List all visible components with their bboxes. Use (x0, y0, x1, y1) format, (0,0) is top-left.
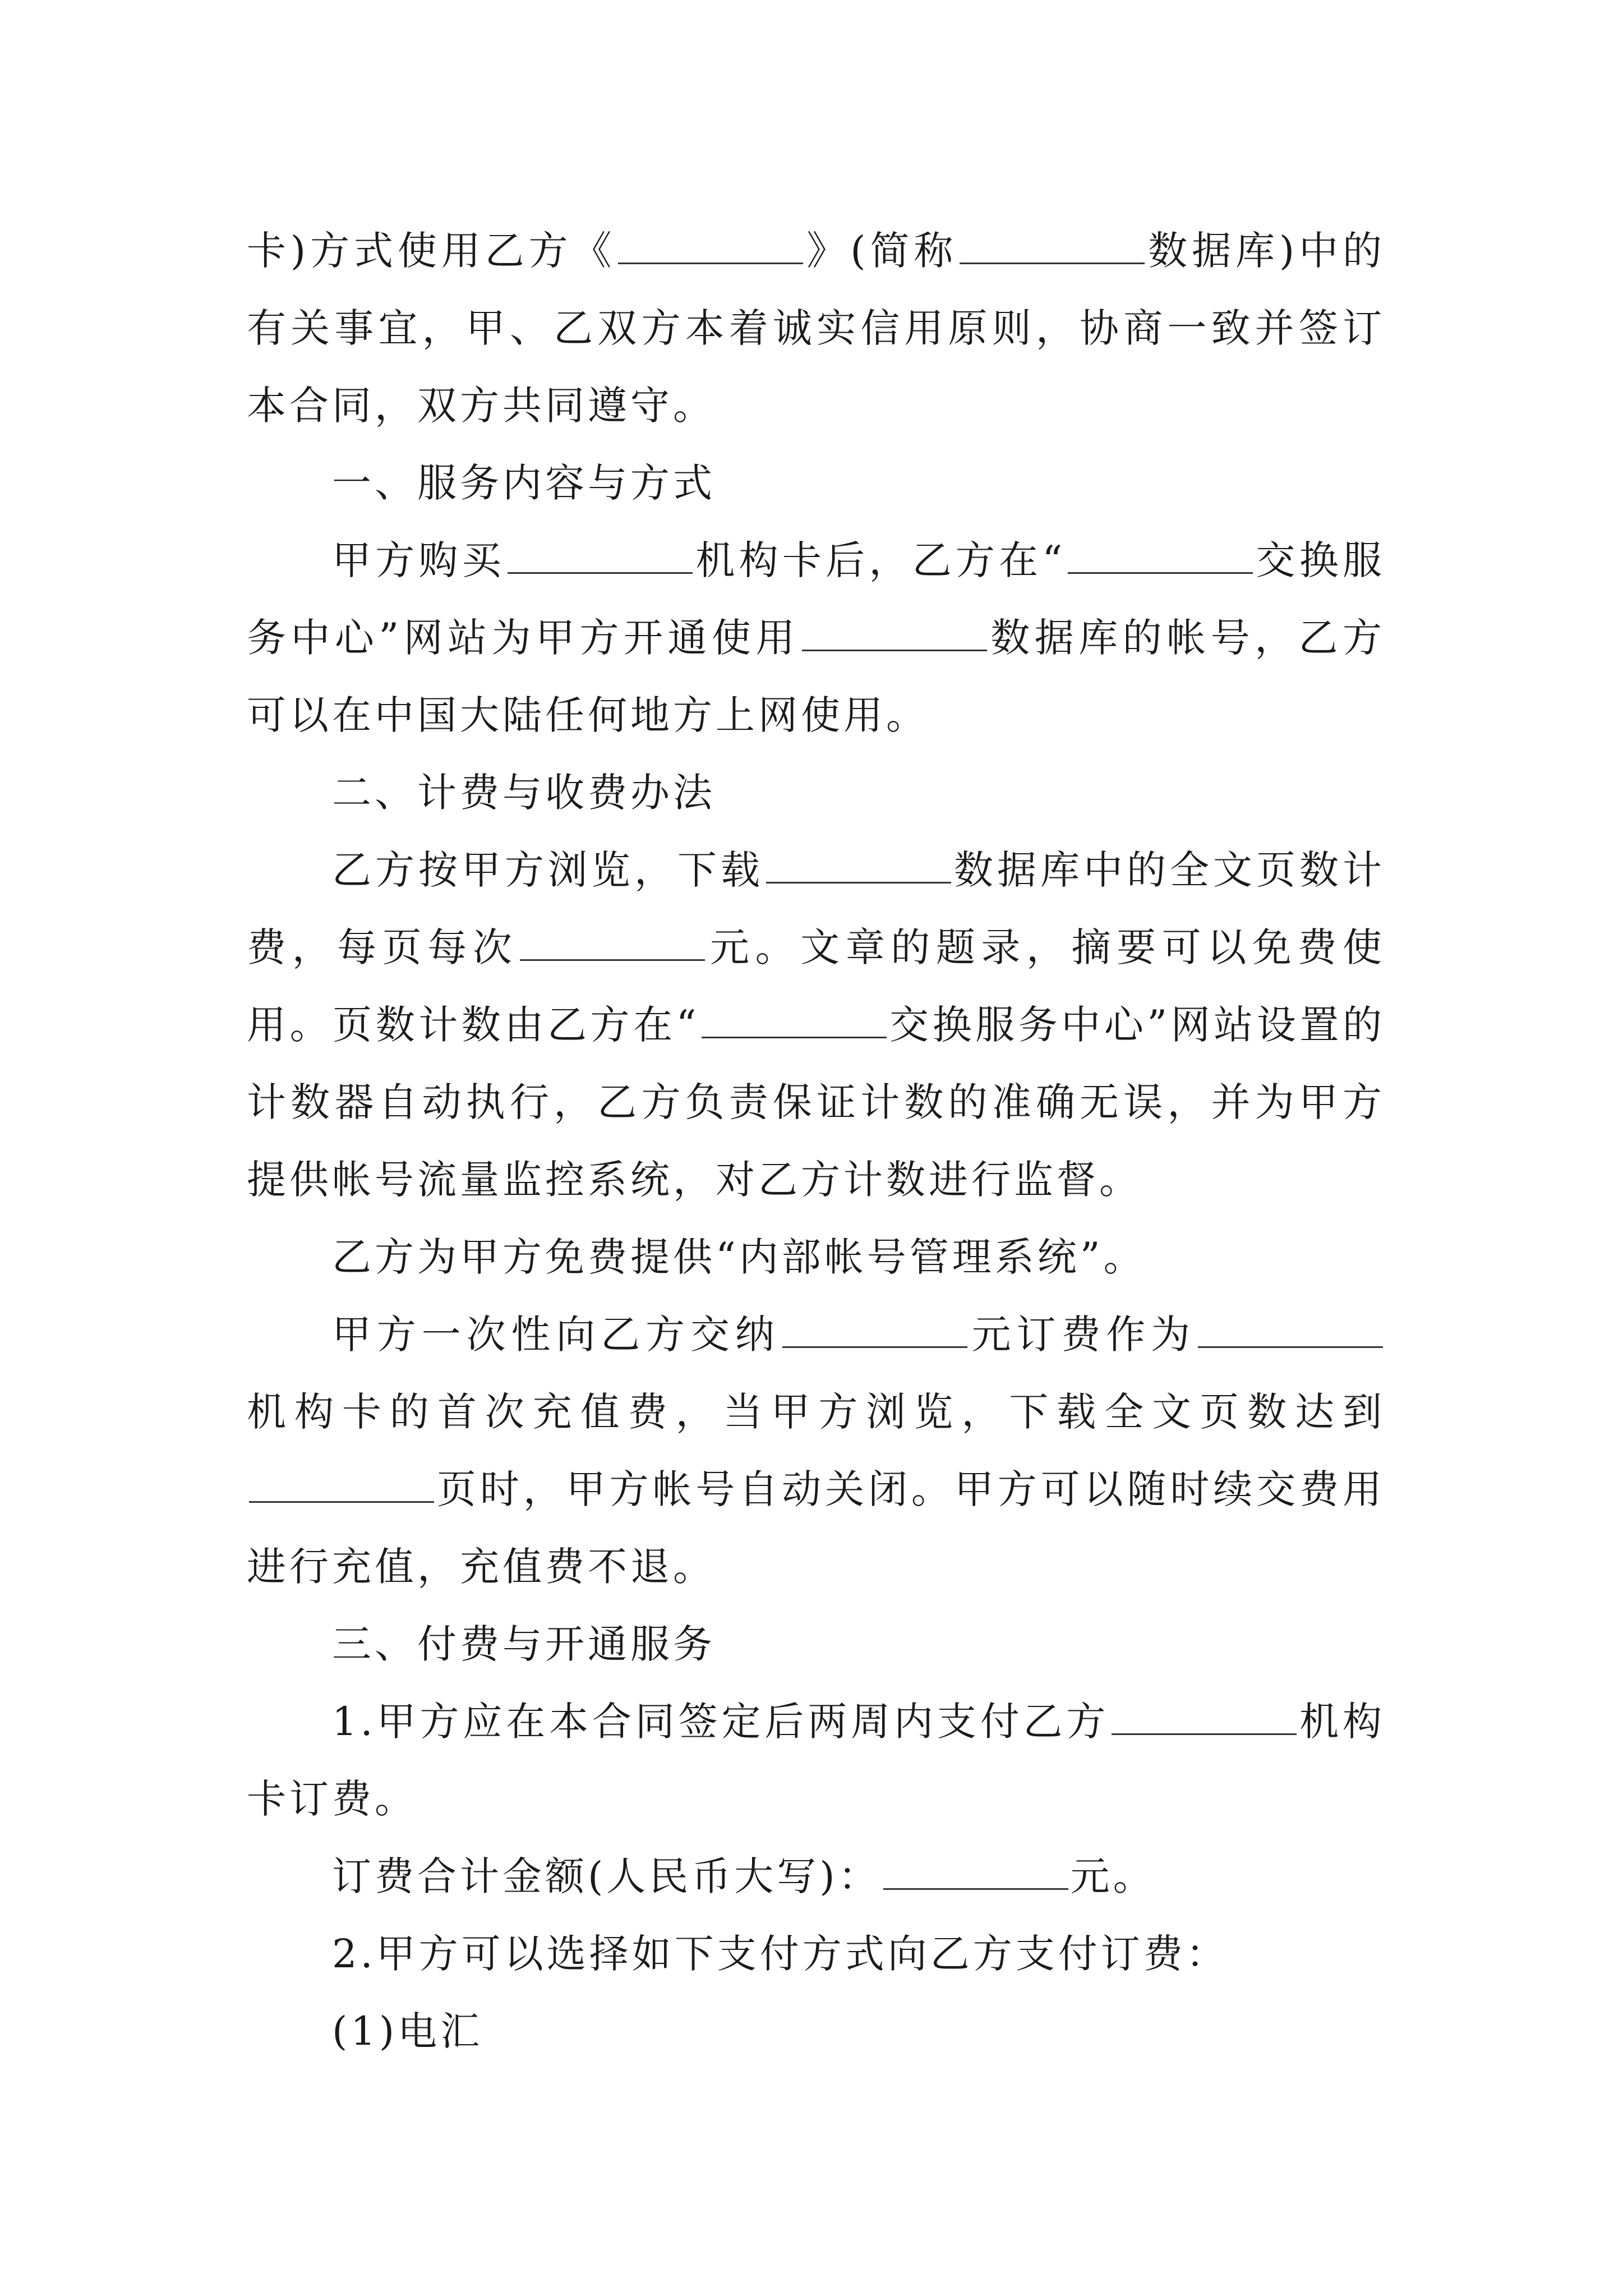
billing-text-3: 元。文章的题录，摘要可以免费使用。页数计数由乙方在“ (247, 924, 1386, 1048)
paragraph-intro (247, 212, 1385, 444)
blank-field (618, 262, 803, 264)
section-heading-3: 三、付费与开通服务 (332, 1621, 716, 1667)
paragraph-item-1 (247, 1683, 1385, 1838)
prepay-text-4: 页时，甲方帐号自动关闭。甲方可以随时续交费用进行充值，充值费不退。 (247, 1466, 1385, 1590)
blank-field (520, 959, 705, 961)
item1-text-1: 1.甲方应在本合同签定后两周内支付乙方 (332, 1699, 1110, 1745)
prepay-text-2: 元订费作为 (969, 1312, 1196, 1358)
contract-body (247, 212, 1385, 2070)
service-text-1: 甲方购买 (332, 537, 506, 583)
section-heading-2: 二、计费与收费办法 (332, 770, 716, 816)
billing-text-1: 乙方按甲方浏览，下载 (332, 847, 764, 893)
billing-text-2: 数据库中的全文页数计费，每页每次 (247, 847, 1385, 970)
billing-text-4: 交换服务中心”网站设置的计数器自动执行，乙方负责保证计数的准确无误，并为甲方提供帐号流量监控系统，对乙方计数进行监督。 (247, 1002, 1385, 1203)
blank-field (782, 1346, 967, 1348)
service-text-4: 数据库的帐号，乙方可以在中国大陆任何地方上网使用。 (247, 615, 1386, 738)
intro-text-2: 》(简称 (805, 228, 958, 274)
prepay-text-3: 机构卡的首次充值费，当甲方浏览，下载全文页数达到 (247, 1389, 1385, 1435)
total-text-2: 元。 (1070, 1853, 1156, 1899)
blank-field (508, 572, 693, 574)
section-heading-1: 一、服务内容与方式 (332, 460, 716, 506)
paragraph-prepayment (247, 1296, 1385, 1605)
blank-field (1198, 1346, 1383, 1348)
blank-field (1068, 572, 1253, 574)
blank-field (883, 1888, 1068, 1890)
intro-text-1: 卡)方式使用乙方《 (247, 228, 616, 274)
paragraph-service (247, 522, 1385, 754)
total-text-1: 订费合计金额(人民币大写)： (332, 1853, 881, 1899)
prepay-text-1: 甲方一次性向乙方交纳 (332, 1312, 780, 1358)
service-text-2: 机构卡后，乙方在“ (695, 537, 1066, 583)
paragraph-payment-option-1: (1)电汇 (332, 2008, 483, 2054)
blank-field (766, 881, 951, 884)
paragraph-total-amount (247, 1838, 1385, 1915)
blank-field (960, 262, 1145, 264)
blank-field (249, 1501, 434, 1503)
blank-field (802, 649, 987, 651)
paragraph-account-system: 乙方为甲方免费提供“内部帐号管理系统”。 (332, 1234, 1146, 1280)
item1-text-2: 机构卡订费。 (247, 1699, 1386, 1822)
intro-text-3: 数据库)中的有关事宜，甲、乙双方本着诚实信用原则，协商一致并签订本合同，双方共同遵守。 (247, 228, 1385, 429)
service-text-3: 交换服务中心”网站为甲方开通使用 (247, 537, 1386, 661)
blank-field (1112, 1733, 1297, 1735)
paragraph-item-2: 2.甲方可以选择如下支付方式向乙方支付订费： (332, 1931, 1229, 1977)
paragraph-billing (247, 831, 1385, 1218)
blank-field (702, 1036, 887, 1038)
